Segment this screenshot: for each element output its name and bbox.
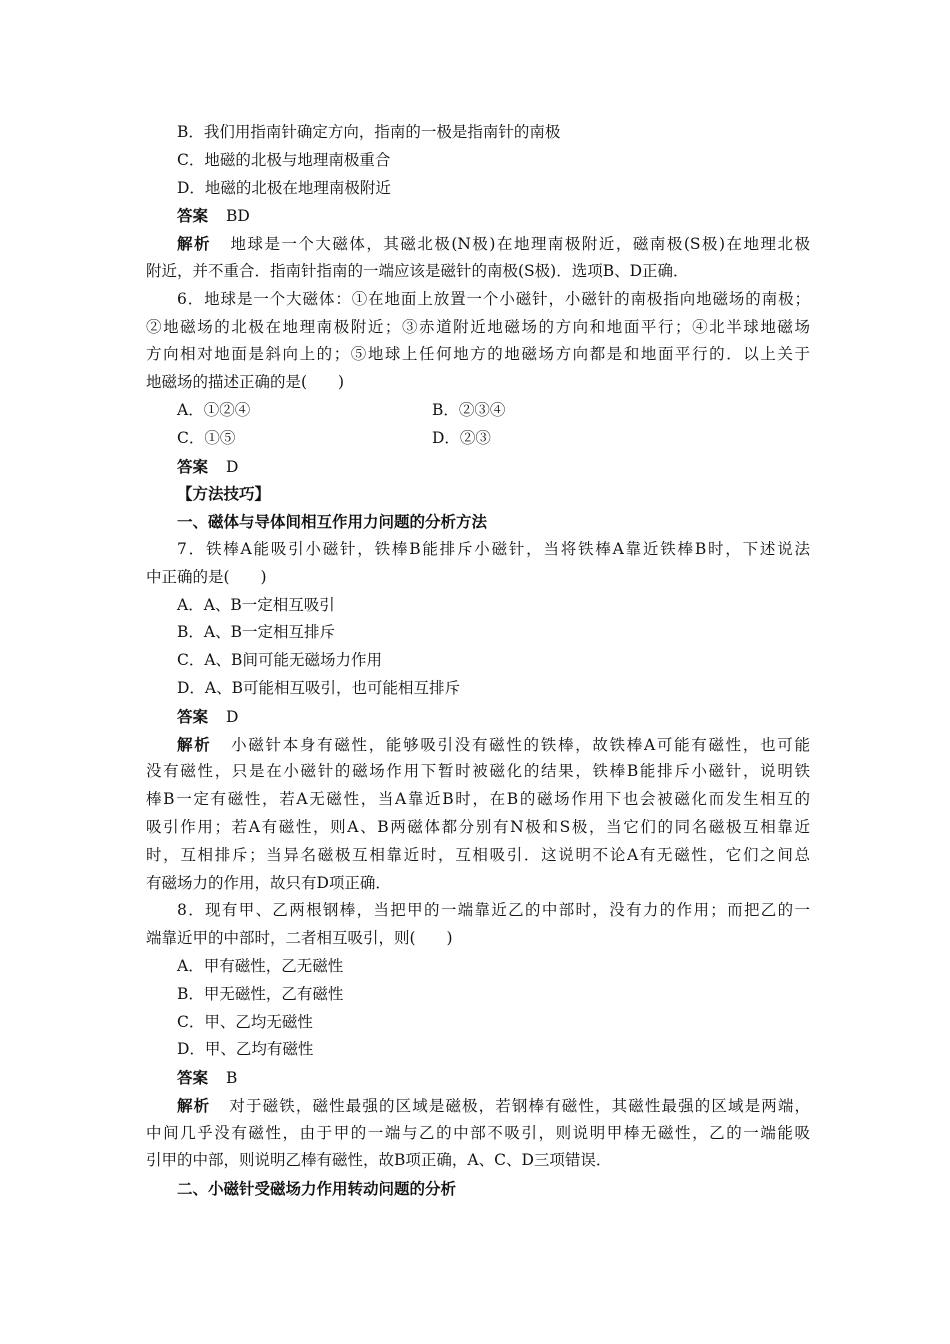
q5-analysis-line: 解析 地球是一个大磁体，其磁北极(N极)在地理南极附近，磁南极(S极)在地理北极 [177,234,810,254]
q7-analysis-line: 解析 小磁针本身有磁性，能够吸引没有磁性的铁棒，故铁棒A可能有磁性，也可能 [177,734,810,754]
q5-option-d: D．地磁的北极在地理南极附近 [177,178,391,197]
answer-label: 答案 [177,1068,209,1088]
q7-analysis-line: 吸引作用；若A有磁性，则A、B两磁体都分别有N极和S极，当它们的同名磁极互相靠近 [146,817,810,836]
answer-label: 答案 [177,456,209,476]
q8-option: D．甲、乙均有磁性 [177,1040,314,1059]
q7-option: B．A、B一定相互排斥 [177,623,335,642]
q6-stem-line: 方向相对地面是斜向上的；⑤地球上任何地方的地磁场方向都是和地面平行的．以上关于 [146,345,810,364]
q5-analysis-line: 附近，并不重合．指南针指南的一端应该是磁针的南极(S极)．选项B、D正确． [146,261,689,280]
q7-option: D．A、B可能相互吸引，也可能相互排斥 [177,678,461,697]
document-body [146,119,810,1203]
answer-value: D [226,457,239,476]
q5-answer [146,202,810,230]
q8-analysis-line: 引甲的中部，则说明乙棒有磁性，故B项正确，A、C、D三项错误． [146,1151,612,1170]
answer-value: B [226,1069,238,1088]
q6-answer [146,453,810,481]
answer-label: 答案 [177,206,209,226]
analysis-label: 解析 [177,1095,211,1115]
q6-options-row [146,425,810,453]
subsection-heading: 二、小磁针受磁场力作用转动问题的分析 [177,1179,457,1199]
q7-analysis-line: 有磁场力的作用，故只有D项正确． [146,873,391,892]
q7-option: C．A、B间可能无磁场力作用 [177,651,382,670]
q8-analysis-line: 中间几乎没有磁性，由于甲的一端与乙的中部不吸引，则说明甲棒无磁性，乙的一端能吸 [146,1123,810,1142]
q8-stem-line: 8．现有甲、乙两根钢棒，当把甲的一端靠近乙的中部时，没有力的作用；而把乙的一 [177,901,810,920]
answer-value: BD [226,207,250,226]
analysis-label: 解析 [177,234,211,254]
q6-option-c: C．①⑤ [177,428,236,447]
q6-option-a: A．①②④ [177,400,251,419]
q7-stem-line: 7．铁棒A能吸引小磁针，铁棒B能排斥小磁针，当将铁棒A靠近铁棒B时，下述说法 [177,539,810,558]
q6-option-d: D．②③ [432,428,491,447]
section-heading: 【方法技巧】 [177,484,271,504]
q8-answer [146,1064,810,1092]
answer-label: 答案 [177,706,209,726]
q7-option: A．A、B一定相互吸引 [177,595,335,614]
q8-option: B．甲无磁性，乙有磁性 [177,984,344,1003]
q7-stem-line: 中正确的是( ) [146,567,267,586]
q8-option: C．甲、乙均无磁性 [177,1012,313,1031]
q7-answer [146,703,810,731]
answer-value: D [226,707,239,726]
subsection-heading: 一、磁体与导体间相互作用力问题的分析方法 [177,512,488,532]
q6-stem-line: 6．地球是一个大磁体：①在地面上放置一个小磁针，小磁针的南极指向地磁场的南极； [177,289,810,308]
q5-option-b: B．我们用指南针确定方向，指南的一极是指南针的南极 [177,123,561,141]
q7-analysis-line: 棒B一定有磁性，若A无磁性，当A靠近B时，在B的磁场作用下也会被磁化而发生相互的 [146,790,810,809]
q8-stem-line: 端靠近甲的中部时，二者相互吸引，则( ) [146,929,453,948]
q7-analysis-line: 时，互相排斥；当异名磁极互相靠近时，互相吸引．这说明不论A有无磁性，它们之间总 [146,845,810,864]
q7-analysis-line: 没有磁性，只是在小磁针的磁场作用下暂时被磁化的结果，铁棒B能排斥小磁针，说明铁 [146,762,810,781]
q6-option-b: B．②③④ [432,400,506,419]
q8-analysis-line: 解析 对于磁铁，磁性最强的区域是磁极，若钢棒有磁性，其磁性最强的区域是两端， [177,1095,810,1115]
q5-option-c: C．地磁的北极与地理南极重合 [177,150,391,169]
q6-options-row [146,397,810,425]
q6-stem-line: 地磁场的描述正确的是( ) [146,373,345,392]
q8-option: A．甲有磁性，乙无磁性 [177,956,344,975]
analysis-label: 解析 [177,734,212,754]
q6-stem-line: ②地磁场的北极在地理南极附近；③赤道附近地磁场的方向和地面平行；④北半球地磁场 [146,317,810,336]
